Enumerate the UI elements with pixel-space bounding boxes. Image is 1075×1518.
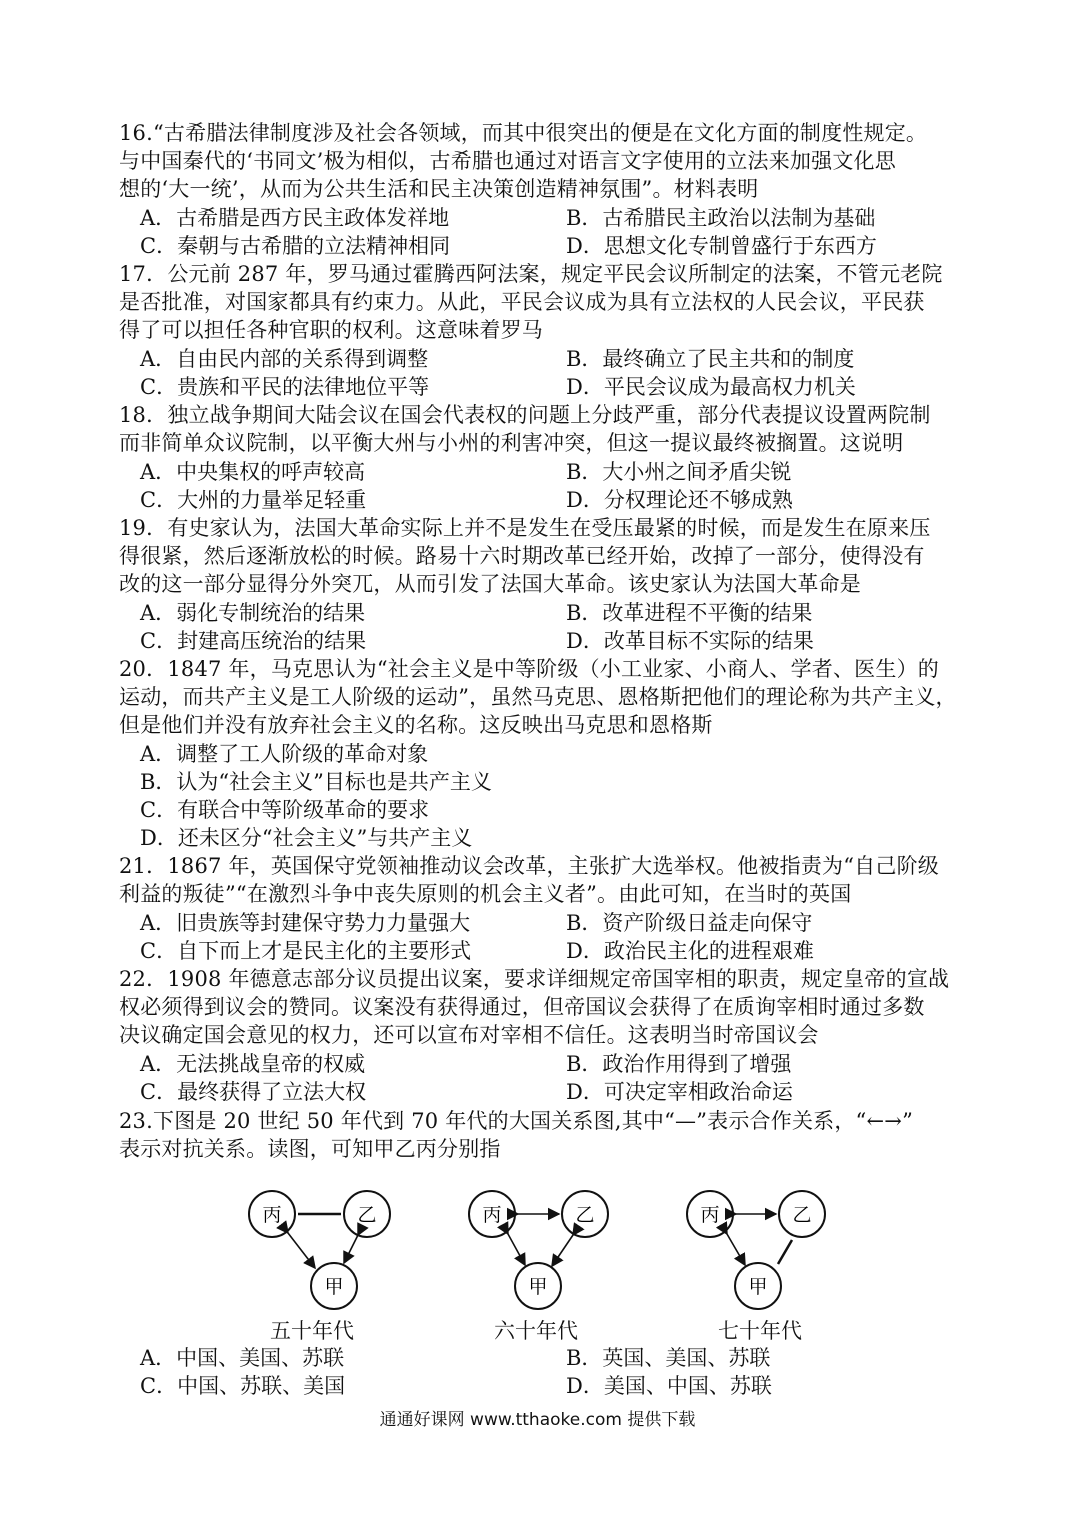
q17-option-d: D．平民会议成为最高权力机关 [566,375,856,399]
diagram-sixties [469,1191,608,1309]
q23-option-a: A．中国、美国、苏联 [140,1346,345,1370]
sixties-node-yi: 乙 [575,1204,595,1226]
q23-option-c: C．中国、苏联、美国 [140,1374,346,1398]
q17-option-c: C．贵族和平民的法律地位平等 [140,375,430,399]
q18-option-b: B．大小州之间矛盾尖锐 [566,460,792,484]
q19-option-b: B．改革进程不平衡的结果 [566,601,813,625]
q18-option-d: D．分权理论还不够成熟 [566,488,793,512]
q21-line-1: 21．1867 年，英国保守党领袖推动议会改革，主张扩大选举权。他被指责为“自己阶级 [119,854,939,878]
caption-seventies: 七十年代 [718,1319,802,1343]
q18-line-2: 而非简单众议院制，以平衡大州与小州的利害冲突，但这一提议最终被搁置。这说明 [119,431,904,455]
page-footer: 通通好课网 www.tthaoke.com 提供下载 [379,1410,696,1430]
fifties-node-yi: 乙 [357,1204,377,1226]
q18-line-1: 18．独立战争期间大陆会议在国会代表权的问题上分歧严重，部分代表提议设置两院制 [119,403,931,427]
q17-option-b: B．最终确立了民主共和的制度 [566,347,855,371]
q19-line-1: 19．有史家认为，法国大革命实际上并不是发生在受压最紧的时候，而是发生在原来压 [119,516,931,540]
q16-option-a: A．古希腊是西方民主政体发祥地 [140,206,450,230]
q21-option-b: B．资产阶级日益走向保守 [566,911,813,935]
q21-option-d: D．政治民主化的进程艰难 [566,939,814,963]
q20-line-3: 但是他们并没有放弃社会主义的名称。这反映出马克思和恩格斯 [119,713,713,737]
q21-line-2: 利益的叛徒”“在激烈斗争中丧失原则的机会主义者”。由此可知，在当时的英国 [119,882,852,906]
fifties-node-jia: 甲 [324,1276,344,1298]
q23-option-d: D．美国、中国、苏联 [566,1374,772,1398]
q23-line-1: 23.下图是 20 世纪 50 年代到 70 年代的大国关系图,其中“—”表示合作关系，“←→” [119,1109,914,1133]
q17-option-a: A．自由民内部的关系得到调整 [140,347,429,371]
caption-sixties: 六十年代 [494,1319,578,1343]
q20-line-2: 运动，而共产主义是工人阶级的运动”，虽然马克思、恩格斯把他们的理论称为共产主义， [119,685,957,709]
fifties-confrontation-arrow-left [288,1233,315,1268]
caption-fifties: 五十年代 [270,1319,354,1343]
q20-option-b: B．认为“社会主义”目标也是共产主义 [140,770,492,794]
q23-option-b: B．英国、美国、苏联 [566,1346,771,1370]
q22-option-b: B．政治作用得到了增强 [566,1052,792,1076]
q16-line-3: 想的‘大一统’，从而为公共生活和民主决策创造精神氛围”。材料表明 [119,177,759,201]
q20-line-1: 20．1847 年，马克思认为“社会主义是中等阶级（小工业家、小商人、学者、医生）的 [119,657,939,681]
q21-option-c: C．自下而上才是民主化的主要形式 [140,939,472,963]
seventies-node-yi: 乙 [792,1204,812,1226]
q22-option-d: D．可决定宰相政治命运 [566,1080,793,1104]
q16-option-d: D．思想文化专制曾盛行于东西方 [566,234,877,258]
q21-option-a: A．旧贵族等封建保守势力力量强大 [140,911,471,935]
sixties-node-bing: 丙 [482,1204,502,1226]
seventies-node-jia: 甲 [748,1276,768,1298]
q16-line-2: 与中国秦代的‘书同文’极为相似，古希腊也通过对语言文字使用的立法来加强文化思 [119,149,896,173]
q19-option-c: C．封建高压统治的结果 [140,629,367,653]
sixties-node-jia: 甲 [528,1276,548,1298]
fifties-node-bing: 丙 [262,1204,282,1226]
q22-line-2: 权必须得到议会的赞同。议案没有获得通过，但帝国议会获得了在质询宰相时通过多数 [119,995,925,1019]
fifties-confrontation-arrow-right [344,1235,358,1263]
seventies-node-bing: 丙 [700,1204,720,1226]
q19-line-2: 得很紧，然后逐渐放松的时候。路易十六时期改革已经开始，改掉了一部分，使得没有 [119,544,925,568]
q16-option-b: B．古希腊民主政治以法制为基础 [566,206,876,230]
diagram-fifties [249,1191,390,1309]
q19-option-d: D．改革目标不实际的结果 [566,629,814,653]
q22-line-1: 22．1908 年德意志部分议员提出议案，要求详细规定帝国宰相的职责，规定皇帝的宣战 [119,967,950,991]
q22-line-3: 决议确定国会意见的权力，还可以宣布对宰相不信任。这表明当时帝国议会 [119,1023,819,1047]
seventies-confrontation-arrow-left [727,1234,745,1265]
q18-option-a: A．中央集权的呼声较高 [140,460,366,484]
q23-line-2: 表示对抗关系。读图，可知甲乙丙分别指 [119,1137,501,1161]
seventies-cooperation-line [778,1240,792,1264]
q17-line-3: 得了可以担任各种官职的权利。这意味着罗马 [119,318,543,342]
q20-option-d: D．还未区分“社会主义”与共产主义 [140,826,473,850]
q22-option-a: A．无法挑战皇帝的权威 [140,1052,366,1076]
q19-option-a: A．弱化专制统治的结果 [140,601,366,625]
sixties-confrontation-arrow-right [552,1235,573,1266]
q20-option-a: A．调整了工人阶级的革命对象 [140,742,429,766]
q18-option-c: C．大州的力量举足轻重 [140,488,367,512]
q16-line-1: 16.“古希腊法律制度涉及社会各领域，而其中很突出的便是在文化方面的制度性规定。 [119,121,928,145]
q22-option-c: C．最终获得了立法大权 [140,1080,367,1104]
q17-line-1: 17．公元前 287 年，罗马通过霍腾西阿法案，规定平民会议所制定的法案，不管元老院 [119,262,943,286]
q16-option-c: C．秦朝与古希腊的立法精神相同 [140,234,451,258]
q19-line-3: 改的这一部分显得分外突兀，从而引发了法国大革命。该史家认为法国大革命是 [119,572,861,596]
diagram-seventies [687,1191,825,1309]
sixties-confrontation-arrow-left [508,1234,525,1265]
q17-line-2: 是否批准，对国家都具有约束力。从此，平民会议成为具有立法权的人民会议，平民获 [119,290,925,314]
q20-option-c: C．有联合中等阶级革命的要求 [140,798,430,822]
